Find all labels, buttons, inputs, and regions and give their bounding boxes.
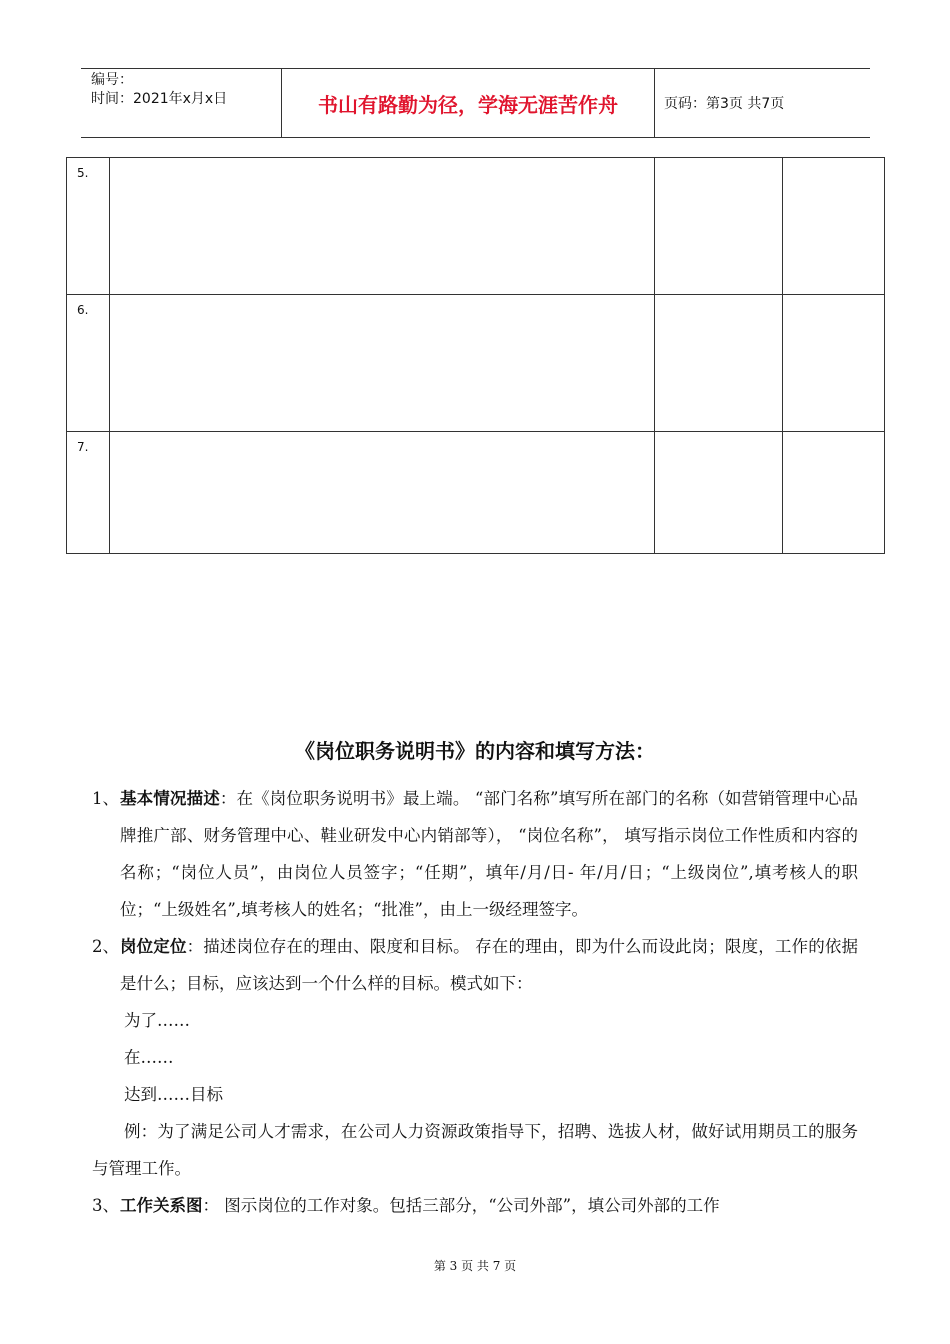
- row-number: 5.: [67, 158, 110, 295]
- page-footer: 第 3 页 共 7 页: [433, 1259, 517, 1273]
- section-title: 《岗位职务说明书》的内容和填写方法：: [295, 739, 655, 763]
- duty-cell[interactable]: [783, 432, 885, 554]
- instruction-item: [92, 780, 858, 928]
- item-heading: 工作关系图: [120, 1196, 203, 1215]
- duty-cell[interactable]: [783, 295, 885, 432]
- header-motto: 书山有路勤为径，学海无涯苦作舟: [318, 92, 618, 117]
- header-divider: [654, 69, 655, 137]
- table-row: [67, 158, 885, 295]
- item-text: ： 图示岗位的工作对象。包括三部分，“公司外部”，填公司外部的工作: [202, 1196, 720, 1215]
- header-page-info: 页码：第3页 共7页: [664, 96, 785, 112]
- duty-content-cell[interactable]: [110, 295, 655, 432]
- page-header: [81, 68, 870, 138]
- item-number: 3、: [92, 1196, 119, 1215]
- table-row: [67, 432, 885, 554]
- pattern-line: 为了……: [124, 1011, 190, 1030]
- duty-cell[interactable]: [783, 158, 885, 295]
- instructions-body: [92, 780, 858, 1224]
- example-text: 例：为了满足公司人才需求，在公司人力资源政策指导下，招聘、选拔人材，做好试用期员工的服务与管理工作。: [92, 1122, 858, 1178]
- item-text: ：在《岗位职务说明书》最上端。 “部门名称”填写所在部门的名称（如营销管理中心品牌推广部、财务管理中心、鞋业研发中心内销部等）， “岗位名称”， 填写指示岗位工作性质和内容的名称；“岗位人员”，由岗位人员签字；“任期”，填年/月/日- 年/月/日；“上级岗位”,填考核人的职位；“上级姓名”,填考核人的姓名；“批准”，由上一级经理签字。: [120, 789, 858, 919]
- duty-cell[interactable]: [655, 158, 783, 295]
- item-text: ：描述岗位存在的理由、限度和目标。 存在的理由，即为什么而设此岗；限度，工作的依据是什么；目标，应该达到一个什么样的目标。模式如下：: [120, 937, 859, 993]
- duties-table: [66, 157, 885, 554]
- row-number: 7.: [67, 432, 110, 554]
- duty-content-cell[interactable]: [110, 158, 655, 295]
- item-heading: 基本情况描述: [120, 789, 220, 808]
- duty-content-cell[interactable]: [110, 432, 655, 554]
- instruction-item: [92, 1187, 858, 1224]
- instruction-item: [92, 928, 858, 1002]
- duty-cell[interactable]: [655, 295, 783, 432]
- row-number: 6.: [67, 295, 110, 432]
- pattern-line: 在……: [124, 1048, 174, 1067]
- duty-cell[interactable]: [655, 432, 783, 554]
- time-label: 时间：2021年x月x日: [91, 91, 228, 107]
- header-meta: [91, 71, 227, 109]
- item-number: 2、: [92, 937, 119, 956]
- table-row: [67, 295, 885, 432]
- code-label: 编号：: [91, 72, 133, 88]
- item-number: 1、: [92, 789, 119, 808]
- pattern-line: 达到……目标: [124, 1085, 223, 1104]
- item-heading: 岗位定位: [120, 937, 187, 956]
